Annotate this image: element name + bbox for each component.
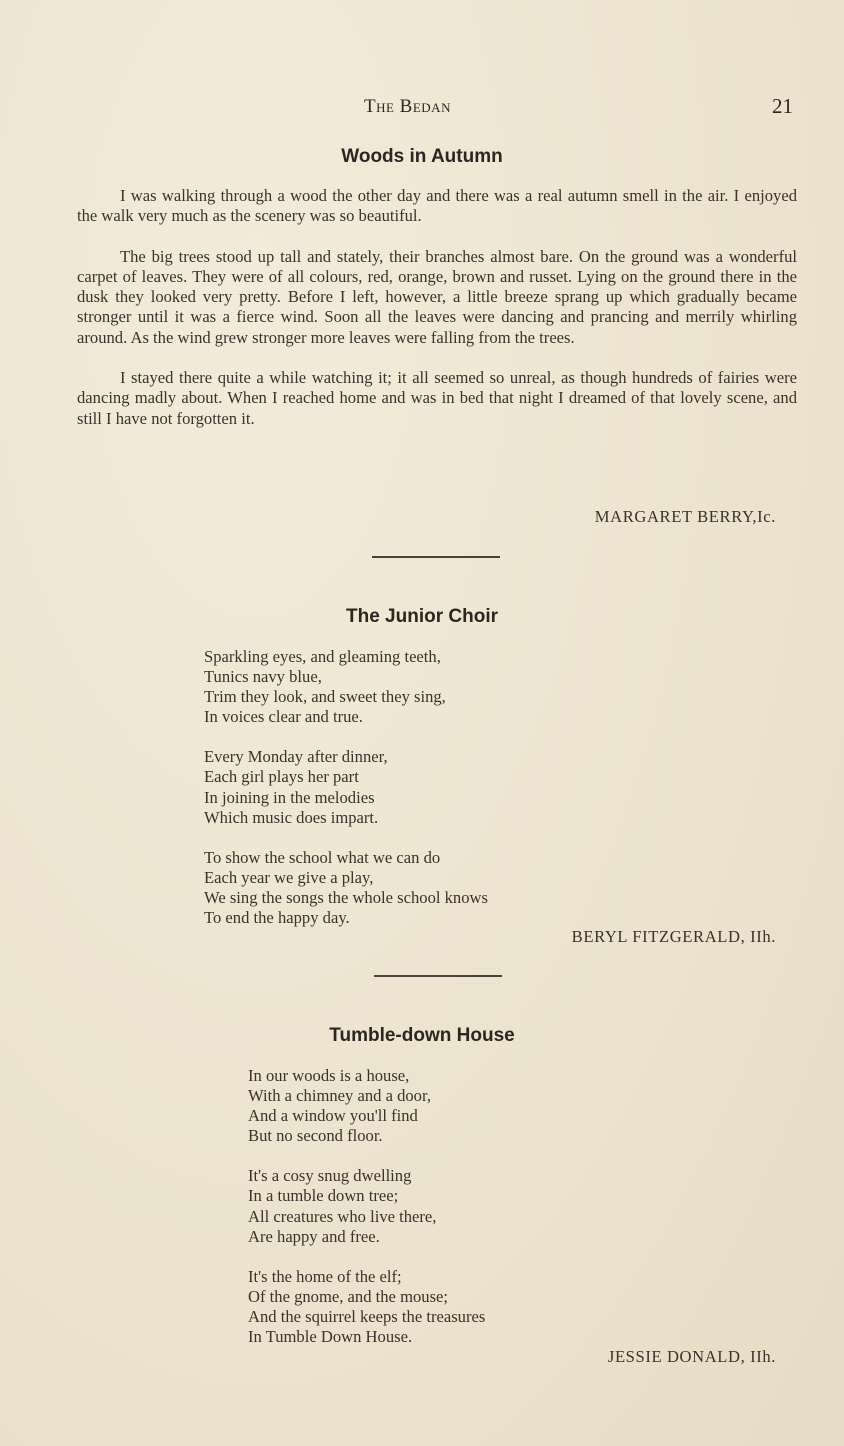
poem-line: Of the gnome, and the mouse; xyxy=(248,1286,449,1306)
poem-line: We sing the songs the whole school knows xyxy=(204,887,488,907)
poem-line: Are happy and free. xyxy=(248,1226,380,1246)
poem-line: Sparkling eyes, and gleaming teeth, xyxy=(204,647,441,666)
poem-line: All creatures who live there, xyxy=(248,1206,437,1226)
poem-line: But no second floor. xyxy=(248,1126,383,1146)
poem-line: And the squirrel keeps the treasures xyxy=(248,1306,486,1326)
section-divider xyxy=(372,556,500,558)
stanza xyxy=(204,647,488,727)
running-title: The Bedan xyxy=(364,96,451,117)
article-title-tumble-down-house: Tumble-down House xyxy=(329,1025,515,1046)
poem-line: To show the school what we can do xyxy=(204,847,441,867)
stanza xyxy=(204,747,488,827)
paragraph: The big trees stood up tall and stately, their branches almost bare. On the ground was a wonderful carpet of leaves. They were of all colours, red, orange, brown and russet. Lying on the ground there in the dusk they looked very pretty. Before I left, however, a little breeze sprang up which gradually became stronger until it was a fierce wind. Soon all the leaves were dancing and prancing and merrily whirling around. As the wind grew stronger more leaves were falling from the trees. xyxy=(77,246,797,347)
stanza xyxy=(248,1267,485,1347)
paragraph: I was walking through a wood the other day and there was a real autumn smell in the air. I enjoyed the walk very much as the scenery was so beautiful. xyxy=(77,186,797,226)
poem-line: It's a cosy snug dwelling xyxy=(248,1166,412,1186)
poem-line: In our woods is a house, xyxy=(248,1066,410,1085)
article-title-woods-in-autumn: Woods in Autumn xyxy=(341,146,503,167)
poem-line: In voices clear and true. xyxy=(204,707,363,727)
poem-tumble-down-house xyxy=(248,1066,485,1347)
poem-line: In joining in the melodies xyxy=(204,787,375,807)
stanza xyxy=(248,1166,485,1246)
paragraph: I stayed there quite a while watching it; it all seemed so unreal, as though hundreds of fairies were dancing madly about. When I reached home and was in bed that night I dreamed of that lovely scene, and still I have not forgotten it. xyxy=(77,368,797,428)
poem-junior-choir xyxy=(204,647,488,928)
poem-line: Tunics navy blue, xyxy=(204,667,322,687)
poem-line: Every Monday after dinner, xyxy=(204,747,388,767)
poem-line: Which music does impart. xyxy=(204,807,379,827)
poem-line: With a chimney and a door, xyxy=(248,1086,431,1106)
poem-line: Trim they look, and sweet they sing, xyxy=(204,687,446,707)
poem-line: In a tumble down tree; xyxy=(248,1186,399,1206)
author-byline: MARGARET BERRY,Ic. xyxy=(594,507,776,526)
poem-line: It's the home of the elf; xyxy=(248,1266,402,1286)
author-byline: JESSIE DONALD, IIh. xyxy=(607,1347,776,1366)
stanza xyxy=(248,1066,485,1146)
article-title-junior-choir: The Junior Choir xyxy=(346,606,498,627)
poem-line: Each girl plays her part xyxy=(204,767,359,787)
poem-line: And a window you'll find xyxy=(248,1106,418,1126)
author-byline: BERYL FITZGERALD, IIh. xyxy=(571,927,776,946)
poem-line: Each year we give a play, xyxy=(204,867,374,887)
page-number: 21 xyxy=(772,94,793,118)
stanza xyxy=(204,848,488,928)
article-body-woods-in-autumn xyxy=(77,186,797,429)
poem-line: To end the happy day. xyxy=(204,908,350,928)
poem-line: In Tumble Down House. xyxy=(248,1327,413,1347)
section-divider xyxy=(374,975,502,977)
